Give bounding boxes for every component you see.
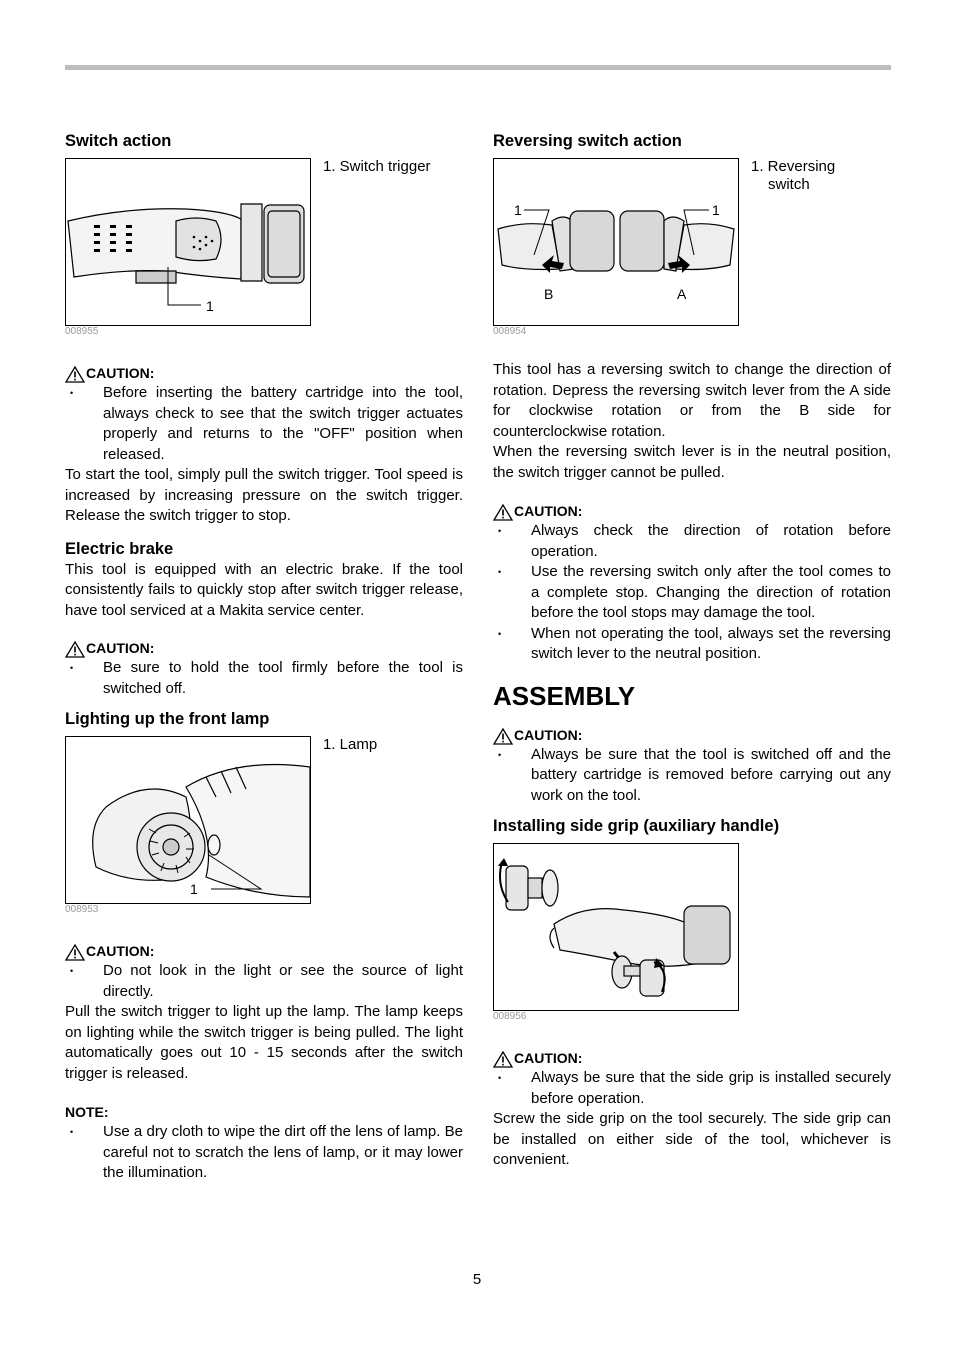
side-grip-heading: Installing side grip (auxiliary handle): [493, 817, 780, 835]
assembly-heading: ASSEMBLY: [493, 680, 636, 711]
switch-trigger-illustration: [65, 158, 311, 326]
note-heading: [65, 1102, 463, 1122]
front-lamp-figure-code: 008953: [65, 904, 99, 915]
reversing-switch-illustration: [493, 158, 739, 326]
reversing-text-2: When the reversing switch lever is in the neutral position, the switch trigger cannot be pulled.: [493, 443, 891, 481]
note-item: • Use a dry cloth to wipe the dirt off the lens of lamp. Be careful not to scratch the lens of lamp, or it may lower the illumination.: [65, 1122, 463, 1184]
side-grip-illustration: [493, 843, 739, 1011]
caution-label: CAUTION:: [514, 503, 583, 519]
label-b: B: [544, 286, 554, 302]
switch-action-caption: 1. Switch trigger: [323, 158, 431, 175]
caution-heading: [493, 725, 891, 745]
warning-triangle-icon: [493, 504, 513, 521]
caution-heading: [493, 501, 891, 521]
reversing-callout-left: 1: [514, 202, 522, 218]
reversing-caption-line1: 1. Reversing: [751, 158, 836, 175]
warning-triangle-icon: [65, 366, 85, 383]
front-lamp-heading: Lighting up the front lamp: [65, 710, 270, 728]
caution-heading: [65, 941, 463, 961]
electric-brake-heading: Electric brake: [65, 539, 174, 558]
right-column: [493, 128, 891, 1171]
front-lamp-figure: [65, 736, 463, 908]
warning-triangle-icon: [493, 1051, 513, 1068]
reversing-figure-code: 008954: [493, 326, 527, 337]
switch-action-figure: [65, 158, 463, 330]
side-grip-text: Screw the side grip on the tool securely. The side grip can be installed on either side of the tool, whichever is convenient.: [493, 1110, 891, 1168]
caution-item: • Be sure to hold the tool firmly before the tool is switched off.: [65, 658, 463, 699]
caution-item: • Always be sure that the side grip is installed securely before operation.: [493, 1068, 891, 1109]
switch-action-figure-code: 008955: [65, 326, 99, 337]
caution-heading: [65, 638, 463, 658]
warning-triangle-icon: [65, 641, 85, 658]
electric-brake-text: This tool is equipped with an electric brake. If the tool consistently fails to quickly stop after switch trigger release, have tool serviced at a Makita service center.: [65, 560, 463, 619]
reversing-text-1: This tool has a reversing switch to change the direction of rotation. Depress the reversing switch lever from the A side for clockwise rotation or from the B side for counterclockwise rotation.: [493, 361, 891, 440]
caution-item: • Always be sure that the tool is switched off and the battery cartridge is removed before carrying out any work on the tool.: [493, 745, 891, 807]
caution-label: CAUTION:: [86, 943, 155, 959]
lamp-callout: 1: [190, 881, 198, 897]
header-rule: [65, 65, 891, 70]
caution-list: [65, 658, 463, 699]
caution-heading: [65, 363, 463, 383]
reversing-switch-caption: [751, 158, 835, 194]
caution-item: • Do not look in the light or see the source of light directly.: [65, 961, 463, 1002]
caution-label: CAUTION:: [86, 365, 155, 381]
label-a: A: [677, 286, 687, 302]
reversing-switch-heading: Reversing switch action: [493, 132, 682, 150]
page-number: 5: [472, 1271, 482, 1288]
lamp-illustration: [65, 736, 311, 904]
caution-list: [493, 521, 891, 665]
front-lamp-caption: 1. Lamp: [323, 736, 378, 753]
warning-triangle-icon: [493, 728, 513, 745]
note-label: NOTE:: [65, 1104, 109, 1120]
side-grip-figure: [493, 843, 891, 1015]
caution-list: [493, 745, 891, 807]
caution-item: • Always check the direction of rotation before operation.: [493, 521, 891, 562]
front-lamp-text: Pull the switch trigger to light up the lamp. The lamp keeps on lighting while the switch trigger is being pulled. The light automatically goes out 10 - 15 seconds after the switch trigger is released.: [65, 1003, 463, 1082]
caution-label: CAUTION:: [86, 640, 155, 656]
caution-label: CAUTION:: [514, 1050, 583, 1066]
note-list: [65, 1122, 463, 1184]
side-grip-figure-code: 008956: [493, 1011, 527, 1022]
left-column: [65, 128, 463, 1184]
switch-action-text: To start the tool, simply pull the switch trigger. Tool speed is increased by increasing pressure on the switch trigger. Release the switch trigger to stop.: [65, 466, 463, 524]
caution-list: [493, 1068, 891, 1109]
caution-item: • When not operating the tool, always set the reversing switch lever to the neutral position.: [493, 624, 891, 665]
caution-item: • Before inserting the battery cartridge into the tool, always check to see that the switch trigger actuates properly and returns to the "OFF" position when released.: [65, 383, 463, 465]
caution-label: CAUTION:: [514, 726, 583, 743]
caution-item: • Use the reversing switch only after the tool comes to a complete stop. Changing the direction of rotation before the tool stops may damage the tool.: [493, 562, 891, 624]
switch-trigger-callout: 1: [206, 298, 214, 314]
caution-heading: [493, 1048, 891, 1068]
reversing-switch-figure: [493, 158, 891, 330]
warning-triangle-icon: [65, 944, 85, 961]
reversing-callout-right: 1: [712, 202, 720, 218]
caution-list: [65, 961, 463, 1002]
switch-action-heading: Switch action: [65, 132, 172, 150]
caution-list: [65, 383, 463, 465]
reversing-caption-line2: switch: [768, 176, 810, 193]
